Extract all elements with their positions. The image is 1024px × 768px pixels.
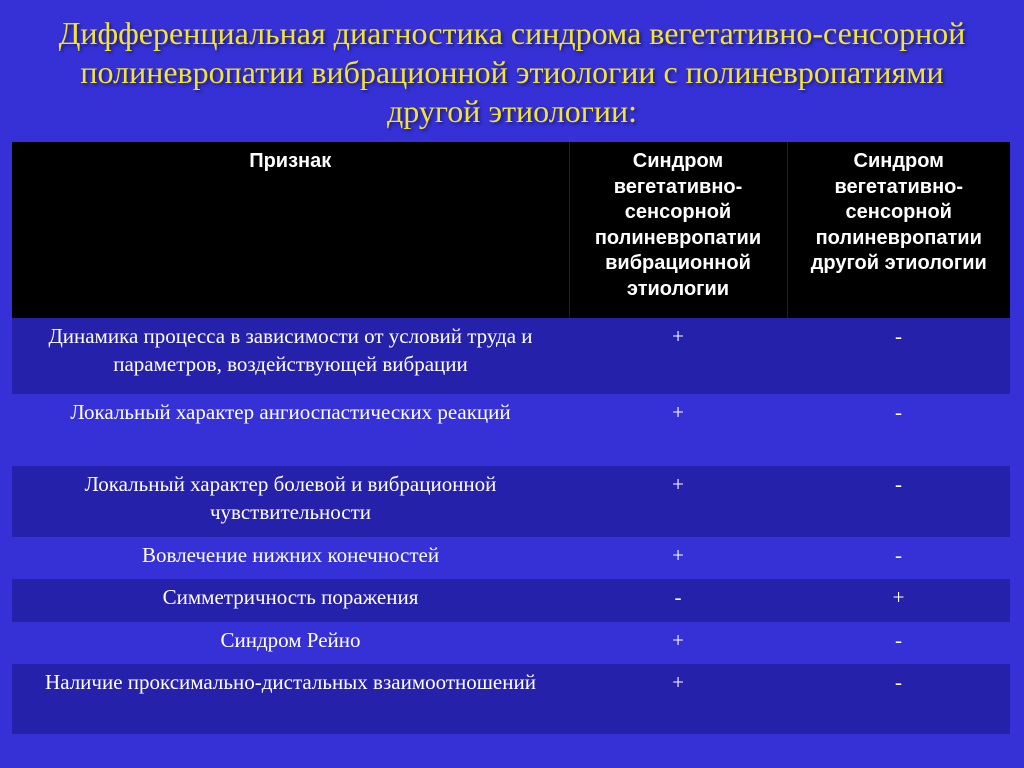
vibration-mark: +	[569, 537, 787, 579]
vibration-mark: +	[569, 394, 787, 466]
table-row	[12, 394, 1010, 466]
table-header-row	[12, 142, 1010, 318]
table-row	[12, 579, 1010, 622]
vibration-mark: +	[569, 622, 787, 664]
other-mark: +	[787, 579, 1010, 622]
other-mark: -	[787, 466, 1010, 537]
feature-cell: Наличие проксимально-дистальных взаимоотношений	[12, 664, 569, 734]
other-mark: -	[787, 394, 1010, 466]
table-row	[12, 664, 1010, 734]
feature-cell: Вовлечение нижних конечностей	[12, 537, 569, 579]
feature-cell: Локальный характер ангиоспастических реакций	[12, 394, 569, 466]
vibration-mark: -	[569, 579, 787, 622]
table-row	[12, 622, 1010, 664]
feature-cell: Локальный характер болевой и вибрационной чувствительности	[12, 466, 569, 537]
other-mark: -	[787, 537, 1010, 579]
header-feature: Признак	[12, 142, 569, 318]
vibration-mark: +	[569, 318, 787, 394]
other-mark: -	[787, 318, 1010, 394]
header-other-etiology: Синдром вегетативно-сенсорной полиневропатии другой этиологии	[787, 142, 1010, 318]
other-mark: -	[787, 664, 1010, 734]
vibration-mark: +	[569, 466, 787, 537]
slide-title: Дифференциальная диагностика синдрома вегетативно-сенсорной полиневропатии вибрационной этиологии с полиневропатиями другой этиологии:	[58, 15, 966, 129]
table-row	[12, 537, 1010, 579]
other-mark: -	[787, 622, 1010, 664]
table-row	[12, 466, 1010, 537]
feature-cell: Синдром Рейно	[12, 622, 569, 664]
feature-cell: Динамика процесса в зависимости от условий труда и параметров, воздействующей вибрации	[12, 318, 569, 394]
vibration-mark: +	[569, 664, 787, 734]
header-vibration-etiology: Синдром вегетативно-сенсорной полиневропатии вибрационной этиологии	[569, 142, 787, 318]
table-row	[12, 318, 1010, 394]
differential-diagnosis-table	[12, 142, 1010, 734]
feature-cell: Симметричность поражения	[12, 579, 569, 622]
